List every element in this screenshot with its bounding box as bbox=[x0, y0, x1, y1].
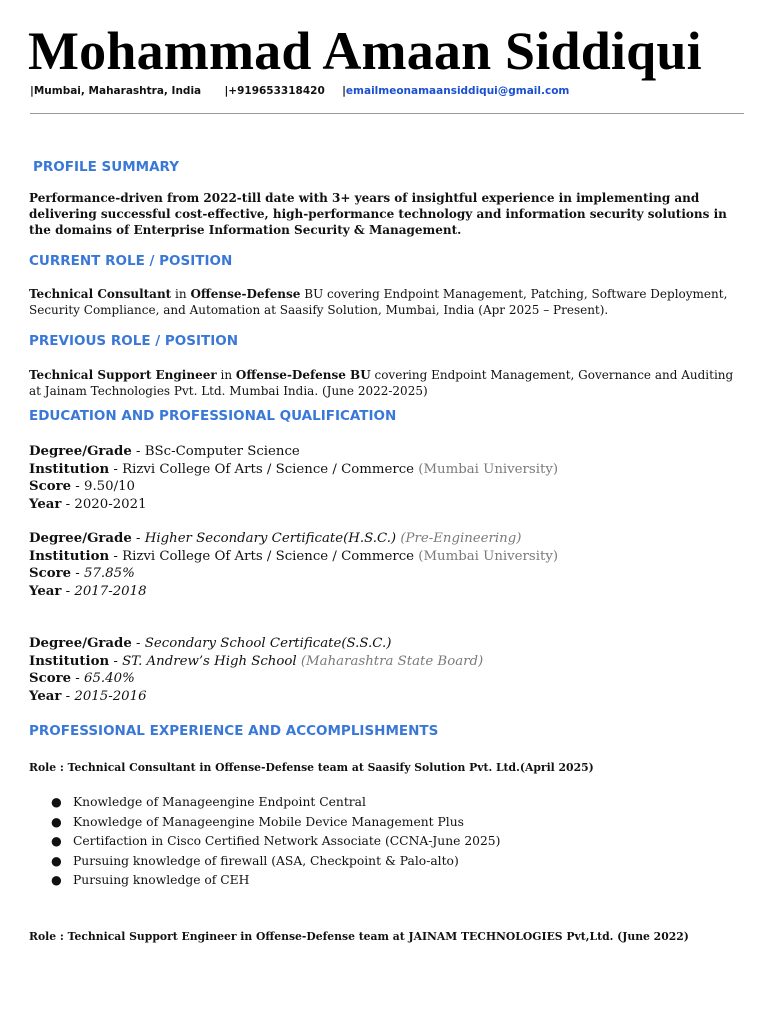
board-value: (Mumbai University) bbox=[414, 548, 559, 564]
institution-label: Institution bbox=[29, 461, 110, 477]
dash: - bbox=[71, 479, 84, 494]
current-role-heading: CURRENT ROLE / POSITION bbox=[29, 253, 233, 269]
experience-role-previous: Role : Technical Support Engineer in Offense-Defense team at JAINAM TECHNOLOGIES Pvt,Ltd. (June 2022) bbox=[29, 930, 689, 943]
institution-value: Rizvi College Of Arts / Science / Commerce bbox=[122, 461, 415, 477]
education-entry bbox=[29, 635, 483, 705]
dash: - bbox=[61, 688, 75, 704]
institution-value: Rizvi College Of Arts / Science / Commerce bbox=[122, 548, 415, 564]
dash: - bbox=[61, 496, 75, 512]
list-item-text: Knowledge of Manageengine Mobile Device Management Plus bbox=[73, 814, 464, 829]
year-line bbox=[29, 496, 558, 514]
current-role-description: BU covering Endpoint Management, Patching, Software Deployment, Security Compliance, and Automation at Saasify Solution, Mumbai, India (Apr 2025 – Present). bbox=[29, 287, 728, 317]
previous-role-text bbox=[29, 367, 739, 399]
degree-line bbox=[29, 443, 558, 461]
education-entry bbox=[29, 530, 558, 600]
institution-label: Institution bbox=[29, 548, 110, 564]
degree-line bbox=[29, 530, 558, 548]
education-heading: EDUCATION AND PROFESSIONAL QUALIFICATION bbox=[29, 408, 397, 424]
degree-line bbox=[29, 635, 483, 653]
degree-label: Degree/Grade bbox=[29, 636, 132, 651]
dash: - bbox=[71, 671, 84, 686]
previous-role-team: Offense-Defense BU bbox=[235, 368, 371, 382]
profile-summary-heading: PROFILE SUMMARY bbox=[33, 159, 179, 175]
score-line bbox=[29, 670, 483, 688]
score-value: 57.85% bbox=[84, 566, 135, 581]
institution-line bbox=[29, 653, 483, 671]
dash: - bbox=[131, 636, 145, 651]
previous-role-heading: PREVIOUS ROLE / POSITION bbox=[29, 333, 238, 349]
degree-label: Degree/Grade bbox=[29, 531, 132, 546]
degree-value: BSc-Computer Science bbox=[144, 444, 300, 459]
current-role-title: Technical Consultant bbox=[29, 287, 172, 301]
year-label: Year bbox=[29, 688, 62, 704]
experience-heading: PROFESSIONAL EXPERIENCE AND ACCOMPLISHMENTS bbox=[29, 723, 439, 739]
year-value: 2017-2018 bbox=[74, 583, 147, 599]
board-value: (Maharashtra State Board) bbox=[296, 653, 484, 669]
bullet-icon: ● bbox=[51, 853, 62, 868]
bullet-icon: ● bbox=[51, 795, 62, 809]
list-item bbox=[29, 871, 500, 891]
list-item-text: Knowledge of Manageengine Endpoint Central bbox=[73, 795, 366, 809]
dash: - bbox=[109, 548, 123, 564]
profile-summary-text: Performance-driven from 2022-till date with 3+ years of insightful experience in implementing and delivering successful cost-effective, high-performance technology and information security solutions in the domains of Enterprise Information Security & Management. bbox=[29, 191, 727, 237]
list-item-text: Certifaction in Cisco Certified Network Associate (CCNA-June 2025) bbox=[73, 834, 501, 848]
phone-text: |+919653318420 bbox=[224, 85, 325, 97]
score-label: Score bbox=[29, 479, 72, 494]
header-divider bbox=[30, 113, 744, 114]
degree-label: Degree/Grade bbox=[29, 444, 132, 459]
bullet-icon: ● bbox=[51, 814, 62, 829]
dash: - bbox=[109, 461, 123, 477]
previous-role-title: Technical Support Engineer bbox=[29, 368, 217, 382]
year-value: 2015-2016 bbox=[74, 688, 147, 704]
dash: - bbox=[131, 444, 145, 459]
accomplishments-list bbox=[29, 793, 500, 891]
year-label: Year bbox=[29, 583, 62, 599]
score-value: 9.50/10 bbox=[84, 479, 136, 494]
degree-value: Higher Secondary Certificate(H.S.C.) bbox=[144, 531, 397, 546]
list-item bbox=[29, 832, 500, 852]
score-line bbox=[29, 565, 558, 583]
candidate-name: Mohammad Amaan Siddiqui bbox=[28, 21, 702, 81]
email-link[interactable]: emailmeonamaansiddiqui@gmail.com bbox=[345, 85, 570, 97]
previous-role-in: in bbox=[216, 368, 236, 382]
current-role-in: in bbox=[171, 287, 191, 301]
score-value: 65.40% bbox=[84, 671, 135, 686]
degree-value: Secondary School Certificate(S.S.C.) bbox=[144, 636, 392, 651]
list-item bbox=[29, 793, 500, 813]
dash: - bbox=[131, 531, 145, 546]
year-value: 2020-2021 bbox=[74, 496, 147, 512]
score-label: Score bbox=[29, 671, 72, 686]
institution-line bbox=[29, 461, 558, 479]
current-role-team: Offense-Defense bbox=[190, 287, 301, 301]
year-label: Year bbox=[29, 496, 62, 512]
institution-value: ST. Andrew’s High School bbox=[122, 653, 297, 669]
previous-role-description: covering Endpoint Management, Governance and Auditing at Jainam Technologies Pvt. Ltd. Mumbai India. (June 2022-2025) bbox=[29, 368, 734, 398]
education-entry bbox=[29, 443, 558, 513]
current-role-text bbox=[29, 286, 739, 318]
list-item bbox=[29, 813, 500, 833]
experience-role-current: Role : Technical Consultant in Offense-Defense team at Saasify Solution Pvt. Ltd.(April 2025) bbox=[29, 761, 594, 774]
institution-label: Institution bbox=[29, 653, 110, 669]
list-item-text: Pursuing knowledge of firewall (ASA, Checkpoint & Palo-alto) bbox=[73, 853, 459, 868]
email-separator: | bbox=[342, 85, 346, 97]
location-text: |Mumbai, Maharashtra, India bbox=[30, 85, 202, 97]
score-label: Score bbox=[29, 566, 72, 581]
dash: - bbox=[61, 583, 75, 599]
dash: - bbox=[109, 653, 123, 669]
contact-line bbox=[30, 85, 569, 97]
institution-line bbox=[29, 548, 558, 566]
dash: - bbox=[71, 566, 84, 581]
bullet-icon: ● bbox=[51, 873, 62, 887]
year-line bbox=[29, 688, 483, 706]
degree-note: (Pre-Engineering) bbox=[396, 531, 522, 546]
board-value: (Mumbai University) bbox=[414, 461, 559, 477]
bullet-icon: ● bbox=[51, 834, 62, 848]
year-line bbox=[29, 583, 558, 601]
list-item-text: Pursuing knowledge of CEH bbox=[73, 873, 250, 887]
list-item bbox=[29, 852, 500, 872]
score-line bbox=[29, 478, 558, 496]
